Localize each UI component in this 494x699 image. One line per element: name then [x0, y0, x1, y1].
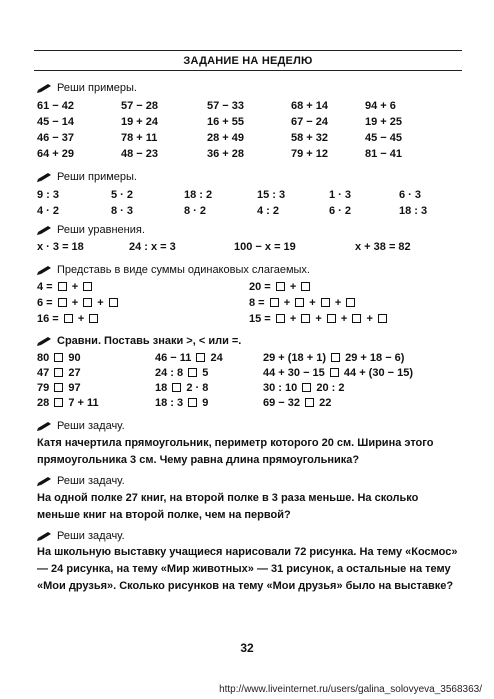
task1-heading	[37, 82, 137, 94]
task8-text: На школьную выставку учащиеся нарисовали 72 рисунка. На тему «Космос» — 24 рисунка, на тему «Мир животных» — 31 рисунок, а остальные на тему «Мои друзья». Сколько рисунков на тему «Мои друзья» было на выставке?	[37, 546, 458, 592]
compare-left: 18	[155, 382, 168, 394]
answer-box[interactable]	[331, 353, 340, 362]
comparison	[37, 367, 81, 379]
example: 6 · 3	[399, 189, 422, 201]
example: 64 + 29	[37, 148, 75, 160]
answer-box[interactable]	[196, 353, 205, 362]
example: 6 · 2	[329, 205, 352, 217]
answer-box[interactable]	[188, 398, 197, 407]
example: 78 + 11	[121, 132, 158, 144]
example: 94 + 6	[365, 100, 396, 112]
example: 8 · 3	[111, 205, 134, 217]
pencil-icon	[37, 337, 52, 346]
answer-box[interactable]	[301, 282, 310, 291]
task6-text: Катя начертила прямоугольник, периметр которого 20 см. Ширина этого прямоугольника 3 см. Чему равна длина прямоугольника?	[37, 437, 434, 466]
answer-box[interactable]	[54, 383, 63, 392]
pencil-icon	[37, 422, 52, 431]
example: 79 + 12	[291, 148, 329, 160]
answer-box[interactable]	[64, 314, 73, 323]
example: 1 · 3	[329, 189, 352, 201]
answer-box[interactable]	[172, 383, 181, 392]
example: 36 + 28	[207, 148, 245, 160]
task6-heading	[37, 420, 125, 432]
sum-right-number: 20 =	[249, 281, 271, 293]
compare-right: 27	[68, 367, 81, 379]
compare-left: 44 + 30 − 15	[263, 367, 325, 379]
compare-left: 24 : 8	[155, 367, 184, 379]
task6-heading-text: Реши задачу.	[57, 420, 125, 432]
sum-right-number: 15 =	[249, 313, 271, 325]
compare-left: 80	[37, 352, 50, 364]
sum-right-number: 8 =	[249, 297, 265, 309]
example: 45 − 45	[365, 132, 403, 144]
comparison	[263, 367, 413, 379]
sum-left: 16 = +	[37, 313, 100, 325]
compare-left: 29 + (18 + 1)	[263, 352, 326, 364]
example: 45 − 14	[37, 116, 75, 128]
answer-box[interactable]	[109, 298, 118, 307]
task4-heading-text: Представь в виде суммы одинаковых слагаемых.	[57, 264, 310, 276]
example: 57 − 33	[207, 100, 245, 112]
example: 4 : 2	[257, 205, 280, 217]
task5-heading-text: Сравни. Поставь знаки >, < или =.	[57, 335, 242, 347]
comparison	[155, 382, 208, 394]
answer-box[interactable]	[305, 398, 314, 407]
comparison	[155, 352, 223, 364]
comparison	[37, 397, 99, 409]
answer-box[interactable]	[188, 368, 197, 377]
sum-left: 6 = + +	[37, 297, 120, 309]
pencil-icon	[37, 532, 52, 541]
compare-left: 79	[37, 382, 50, 394]
compare-right: 2 · 8	[186, 382, 209, 394]
pencil-icon	[37, 477, 52, 486]
example: 16 + 55	[207, 116, 245, 128]
answer-box[interactable]	[346, 298, 355, 307]
watermark-url: http://www.liveinternet.ru/users/galina_solovyeva_3568363/	[219, 684, 482, 695]
pencil-icon	[37, 84, 52, 93]
task7-text: На одной полке 27 книг, на второй полке в 3 раза меньше. На сколько меньше книг на второй полке, чем на первой?	[37, 492, 419, 521]
answer-box[interactable]	[83, 282, 92, 291]
task3-heading	[37, 224, 145, 236]
sum-left-number: 4 =	[37, 281, 53, 293]
compare-right: 20 : 2	[316, 382, 345, 394]
task8-heading-text: Реши задачу.	[57, 530, 125, 542]
answer-box[interactable]	[295, 298, 304, 307]
compare-right: 97	[68, 382, 81, 394]
example: 67 − 24	[291, 116, 329, 128]
example: 58 + 32	[291, 132, 329, 144]
example: 57 − 28	[121, 100, 159, 112]
header-rule-bottom	[34, 70, 462, 71]
compare-right: 44 + (30 − 15)	[343, 367, 414, 379]
answer-box[interactable]	[270, 298, 279, 307]
equation: x · 3 = 18	[37, 241, 84, 253]
answer-box[interactable]	[54, 353, 63, 362]
example: 81 − 41	[365, 148, 403, 160]
answer-box[interactable]	[276, 314, 285, 323]
example: 19 + 25	[365, 116, 403, 128]
task5-heading	[37, 335, 241, 347]
answer-box[interactable]	[89, 314, 98, 323]
comparison	[37, 352, 81, 364]
equation: 24 : x = 3	[129, 241, 176, 253]
answer-box[interactable]	[378, 314, 387, 323]
compare-right: 90	[68, 352, 81, 364]
answer-box[interactable]	[330, 368, 339, 377]
example: 8 · 2	[184, 205, 207, 217]
comparison	[263, 382, 345, 394]
example: 46 − 37	[37, 132, 75, 144]
sum-right: 15 = + + + +	[249, 313, 389, 325]
answer-box[interactable]	[352, 314, 361, 323]
equation: x + 38 = 82	[355, 241, 411, 253]
example: 4 · 2	[37, 205, 60, 217]
task3-heading-text: Реши уравнения.	[57, 224, 145, 236]
answer-box[interactable]	[58, 298, 67, 307]
example: 61 − 42	[37, 100, 75, 112]
pencil-icon	[37, 226, 52, 235]
compare-left: 30 : 10	[263, 382, 298, 394]
answer-box[interactable]	[301, 314, 310, 323]
example: 18 : 3	[399, 205, 428, 217]
compare-left: 46 − 11	[155, 352, 192, 364]
task1-heading-text: Реши примеры.	[57, 82, 137, 94]
header-rule-top	[34, 50, 462, 51]
compare-left: 69 − 32	[263, 397, 301, 409]
task4-heading	[37, 264, 310, 276]
task2-heading	[37, 171, 137, 183]
pencil-icon	[37, 173, 52, 182]
answer-box[interactable]	[58, 282, 67, 291]
comparison	[37, 382, 81, 394]
compare-right: 29 + 18 − 6)	[345, 352, 405, 364]
example: 68 + 14	[291, 100, 329, 112]
example: 9 : 3	[37, 189, 60, 201]
compare-right: 24	[210, 352, 223, 364]
answer-box[interactable]	[83, 298, 92, 307]
task7-heading-text: Реши задачу.	[57, 475, 125, 487]
comparison	[155, 367, 208, 379]
answer-box[interactable]	[54, 368, 63, 377]
compare-left: 18 : 3	[155, 397, 184, 409]
compare-right: 7 + 11	[68, 397, 99, 409]
answer-box[interactable]	[327, 314, 336, 323]
sum-left-number: 6 =	[37, 297, 53, 309]
answer-box[interactable]	[276, 282, 285, 291]
example: 19 + 24	[121, 116, 159, 128]
example: 18 : 2	[184, 189, 213, 201]
sum-left-number: 16 =	[37, 313, 59, 325]
pencil-icon	[37, 266, 52, 275]
compare-right: 22	[319, 397, 332, 409]
compare-right: 9	[202, 397, 209, 409]
compare-left: 47	[37, 367, 50, 379]
sum-right: 20 = +	[249, 281, 312, 293]
sum-right: 8 = + + +	[249, 297, 357, 309]
equation: 100 − x = 19	[234, 241, 296, 253]
example: 28 + 49	[207, 132, 245, 144]
answer-box[interactable]	[302, 383, 311, 392]
example: 5 · 2	[111, 189, 134, 201]
page-number: 32	[240, 641, 254, 655]
example: 48 − 23	[121, 148, 159, 160]
task8-heading	[37, 530, 125, 542]
task2-heading-text: Реши примеры.	[57, 171, 137, 183]
page-title: ЗАДАНИЕ НА НЕДЕЛЮ	[183, 55, 313, 67]
comparison	[155, 397, 208, 409]
example: 15 : 3	[257, 189, 286, 201]
answer-box[interactable]	[54, 398, 63, 407]
sum-left: 4 = +	[37, 281, 94, 293]
comparison	[263, 397, 331, 409]
comparison	[263, 352, 404, 364]
task7-heading	[37, 475, 125, 487]
compare-left: 28	[37, 397, 50, 409]
answer-box[interactable]	[321, 298, 330, 307]
compare-right: 5	[202, 367, 209, 379]
